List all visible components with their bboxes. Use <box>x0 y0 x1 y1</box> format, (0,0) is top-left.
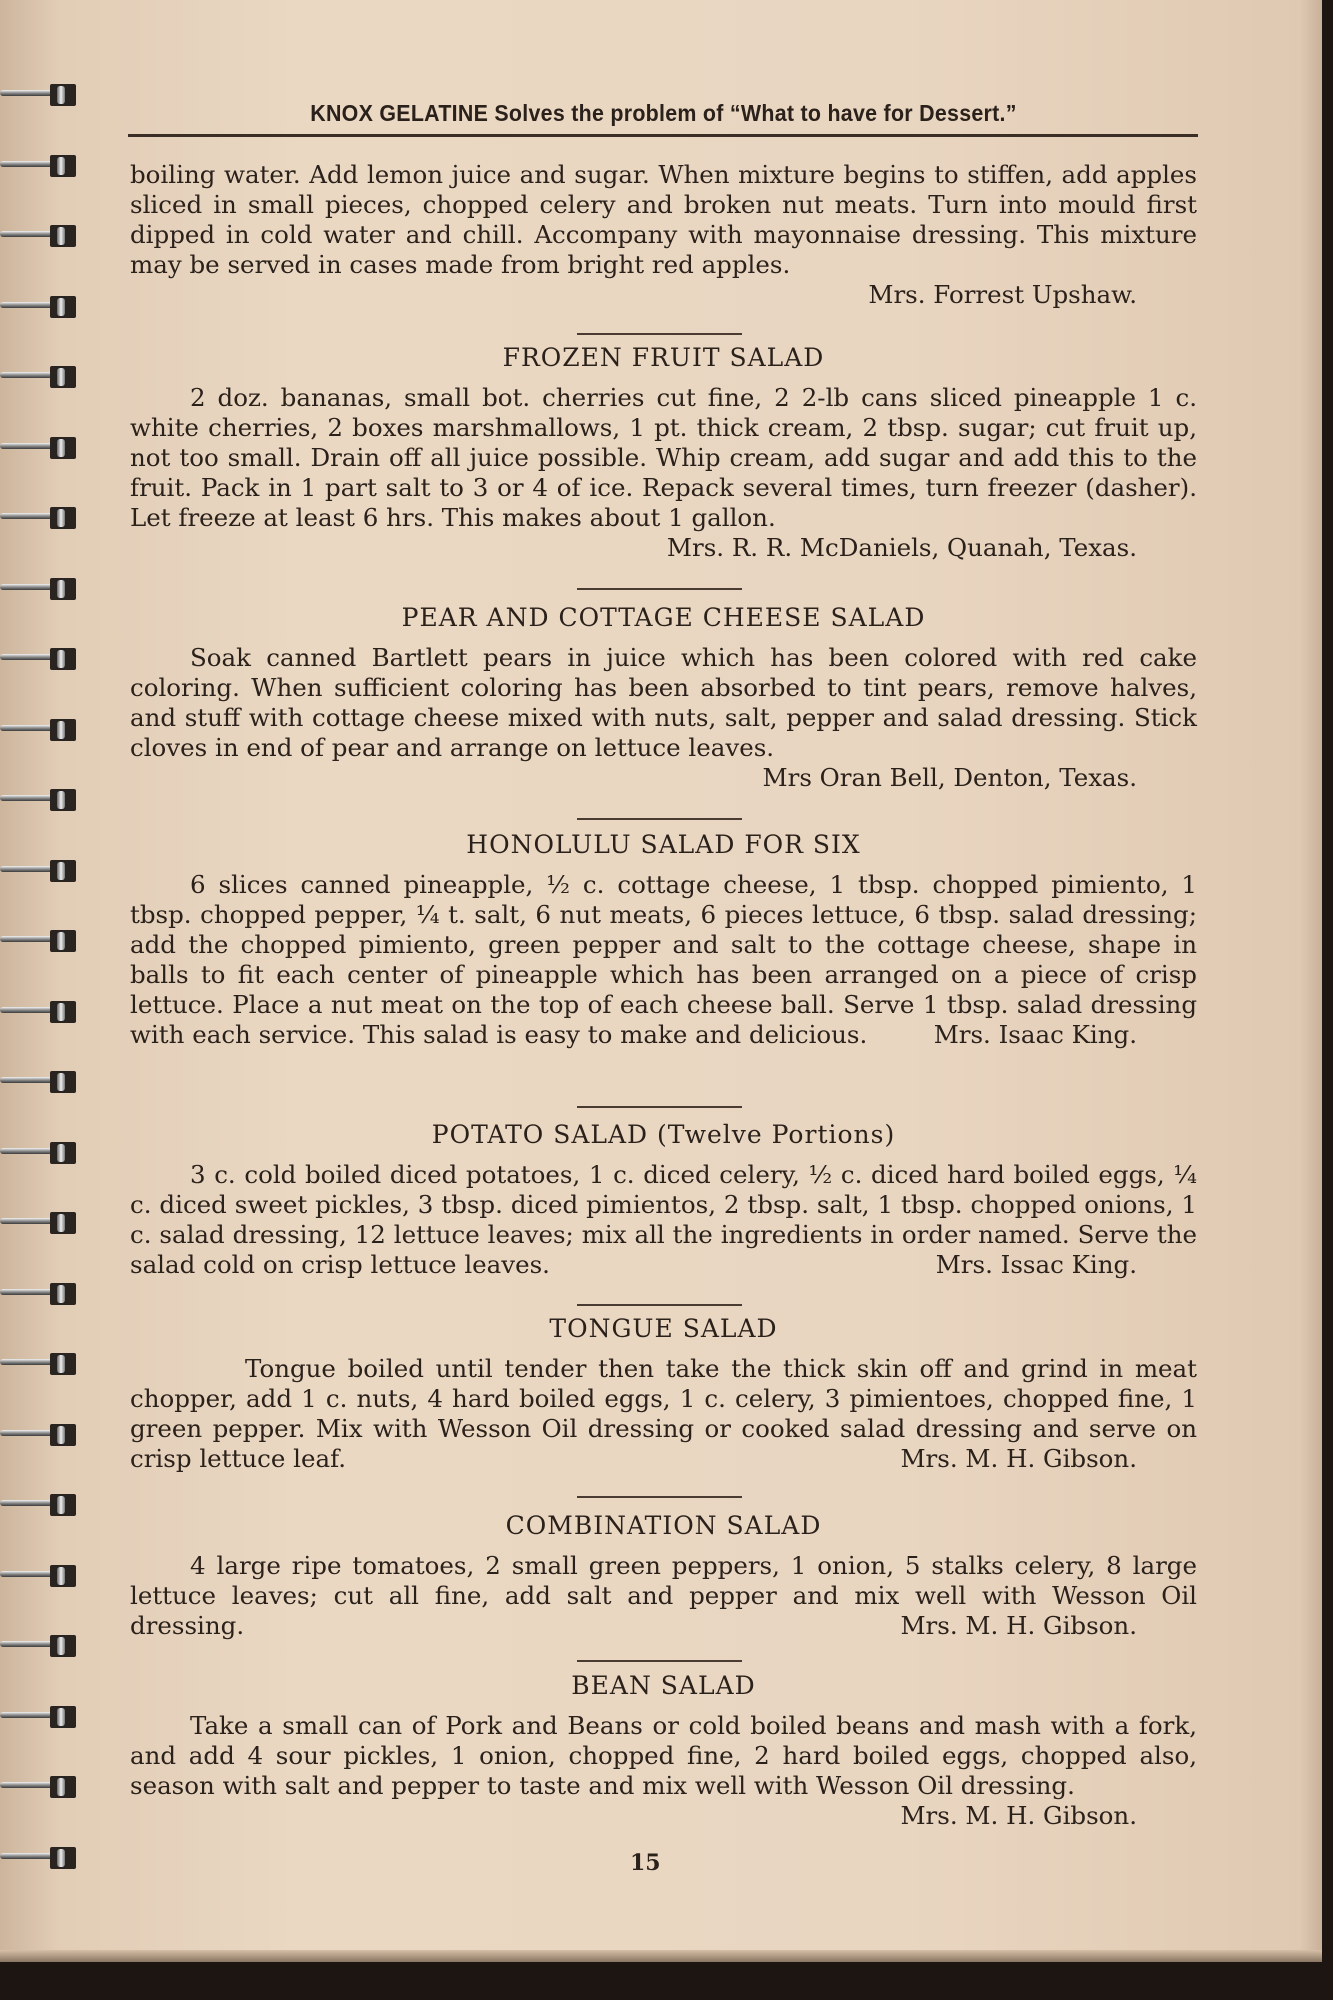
recipe-text: Take a small can of Pork and Beans or cold boiled beans and mash with a fork, and add 4 sour pickles, 1 onion, chopped fine, 2 hard boiled eggs, chopped also, season with salt and pepper to taste and mix well with Wesson Oil dressing. <box>130 1711 1197 1800</box>
recipe <box>130 1314 1197 1474</box>
recipe-signature: Mrs. M. H. Gibson. <box>900 1444 1137 1473</box>
page-edge <box>0 1950 1322 1962</box>
continuation-text <box>130 160 1197 310</box>
header-rule <box>128 134 1198 137</box>
binding-coil <box>0 153 82 179</box>
recipe-title: FROZEN FRUIT SALAD <box>502 343 825 372</box>
recipe-signature: Mrs. Isaac King. <box>933 1020 1137 1049</box>
recipe-text: 4 large ripe tomatoes, 2 small green peppers, 1 onion, 5 stalks celery, 8 large lettuce leaves; cut all fine, add salt and pepper and mix well with Wesson Oil dressing. <box>130 1551 1197 1640</box>
binding-coil <box>0 1704 82 1730</box>
recipe <box>130 603 1197 793</box>
recipe <box>130 1120 1197 1280</box>
recipe-body <box>130 643 1197 792</box>
recipe-title: BEAN SALAD <box>571 1671 756 1700</box>
recipe-title: HONOLULU SALAD FOR SIX <box>466 830 861 859</box>
recipe-signature: Mrs. Issac King. <box>935 1250 1137 1279</box>
section-divider <box>577 1106 742 1108</box>
recipe-title: COMBINATION SALAD <box>505 1511 822 1540</box>
recipe-body <box>130 1354 1197 1474</box>
recipe-body <box>130 1160 1197 1280</box>
binding-coil <box>0 576 82 602</box>
recipe-signature: Mrs. M. H. Gibson. <box>900 1611 1137 1640</box>
binding-coil <box>0 364 82 390</box>
section-divider <box>577 588 742 590</box>
recipe-body <box>130 383 1197 562</box>
binding-coil <box>0 1774 82 1800</box>
recipe-title: POTATO SALAD (Twelve Portions) <box>431 1120 896 1149</box>
recipe-body: boiling water. Add lemon juice and sugar. When mixture begins to stiffen, add apples sliced in small pieces, chopped celery and broken nut meats. Turn into mould first dipped in cold water and chill. Accompany with mayonnaise dressing. This mixture may be served in cases made from bright red apples. <box>130 160 1197 279</box>
binding-coil <box>0 928 82 954</box>
binding-coil <box>0 82 82 108</box>
section-divider <box>577 818 742 820</box>
section-divider <box>577 333 742 335</box>
binding-coil <box>0 505 82 531</box>
recipe-signature: Mrs. M. H. Gibson. <box>900 1801 1137 1830</box>
recipe <box>130 1511 1197 1641</box>
binding-coil <box>0 223 82 249</box>
recipe-body <box>130 870 1197 1050</box>
binding-coil <box>0 1845 82 1871</box>
recipe-text: 2 doz. bananas, small bot. cherries cut fine, 2 2-lb cans sliced pineapple 1 c. white cherries, 2 boxes marshmallows, 1 pt. thick cream, 2 tbsp. sugar; cut fruit up, not too small. Drain off all juice possible. Whip cream, add sugar and add this to the fruit. Pack in 1 part salt to 3 or 4 of ice. Repack several times, turn freezer (dasher). Let freeze at least 6 hrs. This makes about 1 gallon. <box>130 383 1197 532</box>
binding-coil <box>0 1563 82 1589</box>
recipe-text: Soak canned Bartlett pears in juice which has been colored with red cake coloring. When sufficient coloring has been absorbed to tint pears, remove halves, and stuff with cottage cheese mixed with nuts, salt, pepper and salad dressing. Stick cloves in end of pear and arrange on lettuce leaves. <box>130 643 1197 762</box>
binding-coil <box>0 294 82 320</box>
binding-coil <box>0 1422 82 1448</box>
section-divider <box>577 1660 742 1662</box>
recipe-signature: Mrs. R. R. McDaniels, Quanah, Texas. <box>666 533 1137 562</box>
recipe <box>130 343 1197 563</box>
section-divider <box>577 1496 742 1498</box>
binding-coil <box>0 999 82 1025</box>
binding-coil <box>0 1069 82 1095</box>
page-number: 15 <box>630 1850 661 1876</box>
binding-coil <box>0 646 82 672</box>
binding-coil <box>0 1210 82 1236</box>
recipe-signature: Mrs. Forrest Upshaw. <box>868 280 1137 309</box>
recipe <box>130 830 1197 1050</box>
recipe-body <box>130 1711 1197 1830</box>
binding-coil <box>0 858 82 884</box>
recipe-text: Tongue boiled until tender then take the thick skin off and grind in meat chopper, add 1 c. nuts, 4 hard boiled eggs, 1 c. celery, 3 pimientoes, chopped fine, 1 green pepper. Mix with Wesson Oil dressing or cooked salad dressing and serve on crisp lettuce leaf. <box>130 1354 1197 1473</box>
binding-coil <box>0 717 82 743</box>
recipe-body <box>130 1551 1197 1641</box>
recipe-text: 3 c. cold boiled diced potatoes, 1 c. diced celery, ½ c. diced hard boiled eggs, ¼ c. diced sweet pickles, 3 tbsp. diced pimientos, 2 tbsp. salt, 1 tbsp. chopped onions, 1 c. salad dressing, 12 lettuce leaves; mix all the ingredients in order named. Serve the salad cold on crisp lettuce leaves. <box>130 1160 1197 1279</box>
binding-coil <box>0 1351 82 1377</box>
binding-coil <box>0 1140 82 1166</box>
binding-coil <box>0 435 82 461</box>
binding-coil <box>0 1492 82 1518</box>
recipe-text: 6 slices canned pineapple, ½ c. cottage cheese, 1 tbsp. chopped pimiento, 1 tbsp. chopped pepper, ¼ t. salt, 6 nut meats, 6 pieces lettuce, 6 tbsp. salad dressing; add the chopped pimiento, green pepper and salt to the cottage cheese, shape in balls to fit each center of pineapple which has been arranged on a piece of crisp lettuce. Place a nut meat on the top of each cheese ball. Serve 1 tbsp. salad dressing with each service. This salad is easy to make and delicious. <box>130 870 1197 1049</box>
running-header: KNOX GELATINE Solves the problem of “What to have for Dessert.” <box>310 100 1017 126</box>
binding-coil <box>0 787 82 813</box>
recipe-title: TONGUE SALAD <box>549 1314 778 1343</box>
section-divider <box>577 1304 742 1306</box>
binding-coil <box>0 1281 82 1307</box>
binding-coil <box>0 1633 82 1659</box>
recipe-title: PEAR AND COTTAGE CHEESE SALAD <box>401 603 926 632</box>
recipe-signature: Mrs Oran Bell, Denton, Texas. <box>762 763 1137 792</box>
recipe <box>130 1671 1197 1831</box>
